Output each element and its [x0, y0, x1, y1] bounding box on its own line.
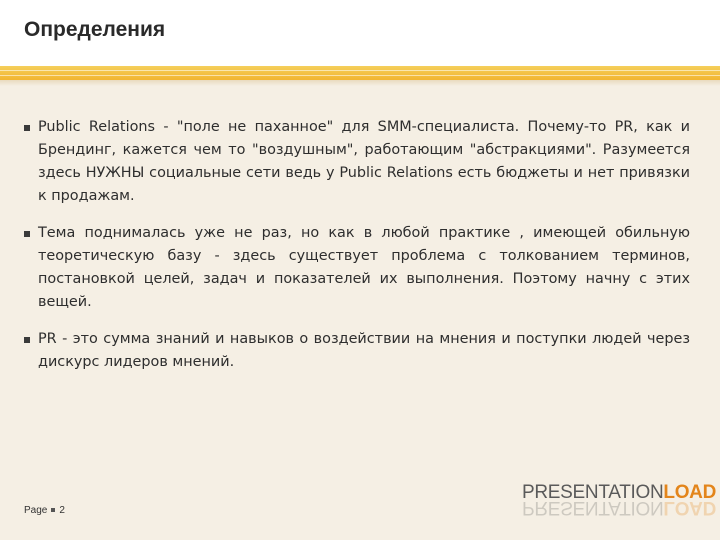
bullet-item [24, 328, 690, 374]
separator-square-icon [51, 508, 55, 512]
bullet-text: Тема поднималась уже не раз, но как в любой практике , имеющей обильную теоретическую базу - здесь существует проблема с толкованием терминов, постановкой целей, задач и показателей их выполнения. Поэтому начну с этих вещей. [38, 225, 690, 310]
bullet-item [24, 222, 690, 314]
bullet-lead: Public Relations [38, 119, 155, 135]
bullet-marker-icon [24, 337, 30, 343]
bullet-list [24, 116, 690, 388]
logo-reflection-load: LOAD [663, 497, 717, 518]
stripe-highlight [0, 75, 720, 76]
slide-header [0, 0, 720, 66]
bullet-text: PR - это сумма знаний и навыков о воздействии на мнения и поступки людей через дискурс лидеров мнений. [38, 331, 690, 370]
stripe-highlight [0, 70, 720, 71]
presentation-load-logo [522, 482, 717, 523]
page-number: 2 [59, 505, 65, 516]
bullet-text: - "поле не паханное" для SMM-специалиста. Почему-то PR, как и Брендинг, кажется чем то "воздушным", работающим "абстракциями". Разумеется здесь НУЖНЫ социальные сети ведь у Public Relations есть бюджеты и нет привязки к продажам. [38, 119, 691, 204]
bullet-marker-icon [24, 125, 30, 131]
logo-reflection [522, 497, 717, 518]
bullet-marker-icon [24, 231, 30, 237]
slide-title: Определения [24, 18, 166, 41]
logo-reflection-presentation: PRESENTATION [522, 497, 664, 518]
logo-part-presentation: PRESENTATION [522, 482, 664, 503]
logo-part-load: LOAD [663, 482, 717, 503]
accent-stripe [0, 66, 720, 80]
page-indicator [24, 505, 65, 516]
page-label: Page [24, 505, 48, 516]
stripe-shadow [0, 80, 720, 86]
bullet-item [24, 116, 690, 208]
